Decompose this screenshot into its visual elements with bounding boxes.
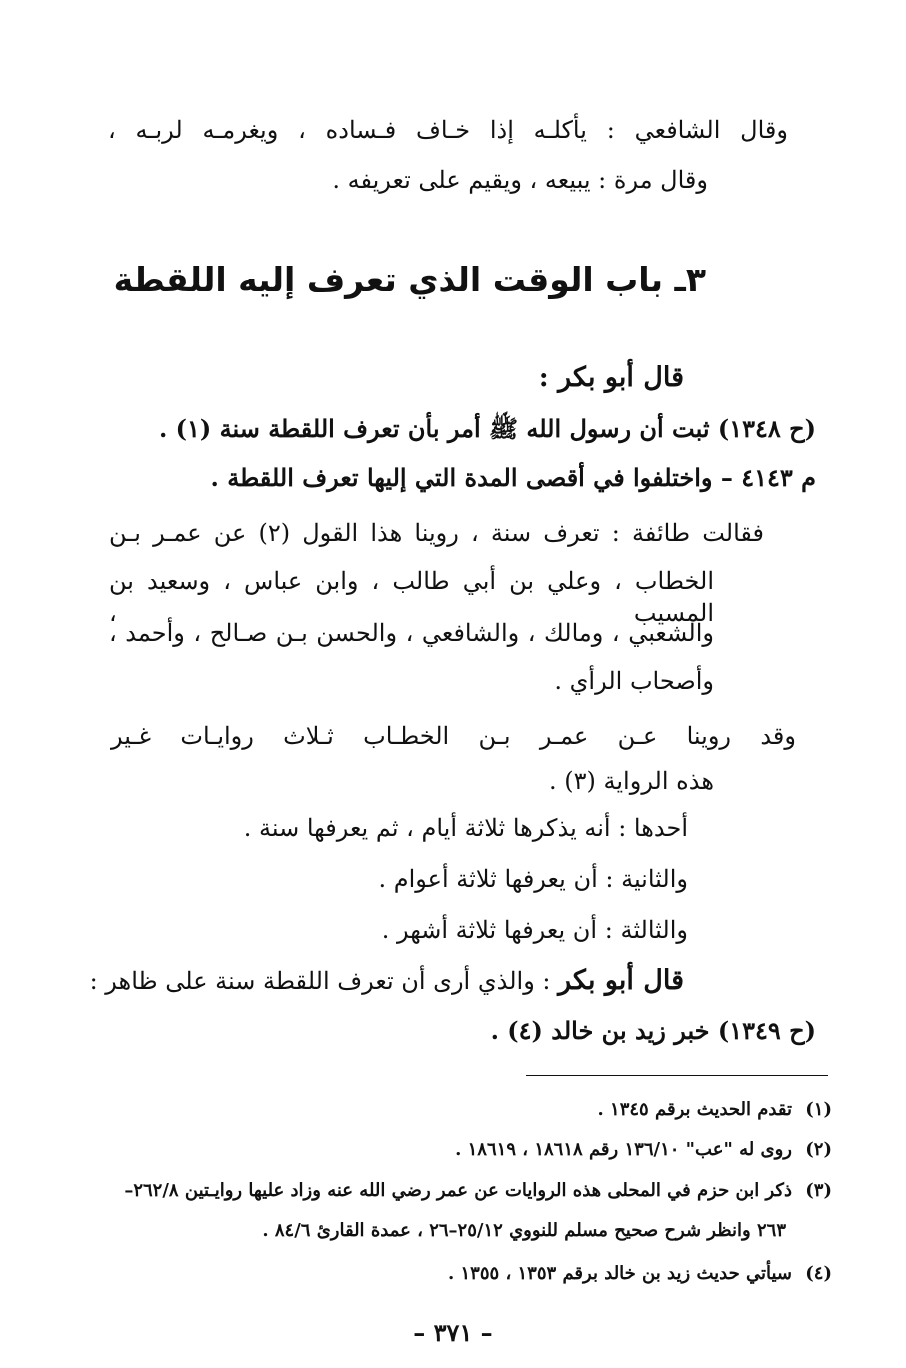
qala-abu-bakr-2 — [90, 965, 684, 997]
paragraph-2-line-1: وقد روينا عـن عمـر بـن الخطـاب ثـلاث روايـات غـير — [111, 722, 796, 750]
hadith-1349: (ح ١٣٤٩) خبر زيد بن خالد (٤) . — [490, 1016, 816, 1045]
footnote-4-text: سيأتي حديث زيد بن خالد برقم ١٣٥٣ ، ١٣٥٥ . — [447, 1263, 792, 1284]
paragraph-1-line-3: والشعبي ، ومالك ، والشافعي ، والحسن بـن صـالح ، وأحمد ، — [109, 619, 714, 647]
riwaya-2: والثانية : أن يعرفها ثلاثة أعوام . — [378, 865, 688, 893]
riwaya-1: أحدها : أنه يذكرها ثلاثة أيام ، ثم يعرفها سنة . — [243, 814, 688, 842]
riwaya-3: والثالثة : أن يعرفها ثلاثة أشهر . — [381, 916, 688, 944]
footnote-separator — [526, 1075, 828, 1076]
footnote-3-text: ذكر ابن حزم في المحلى هذه الروايات عن عمر رضي الله عنه وزاد عليها روايـتين ٢٦٢/٨– — [124, 1180, 792, 1201]
masalah-4143: م ٤١٤٣ – واختلفوا في أقصى المدة التي إليها تعرف اللقطة . — [210, 463, 816, 492]
footnote-3-number: (٣) — [805, 1180, 832, 1201]
paragraph-2-line-2: هذه الرواية (٣) . — [549, 767, 714, 795]
qala-abu-bakr-1: قال أبو بكر : — [538, 362, 684, 393]
qala-abu-bakr-2-text: : والذي أرى أن تعرف اللقطة سنة على ظاهر : — [89, 967, 559, 995]
footnote-1-text: تقدم الحديث برقم ١٣٤٥ . — [597, 1099, 792, 1120]
intro-line-1: وقال الشافعي : يأكلـه إذا خـاف فـساده ، ويغرمـه لربـه ، — [108, 116, 788, 144]
paragraph-1-line-1: فقالت طائفة : تعرف سنة ، روينا هذا القول (٢) عن عمـر بـن — [109, 519, 765, 547]
footnote-1-number: (١) — [805, 1099, 832, 1120]
footnote-2-text: روى له "عب" ١٣٦/١٠ رقم ١٨٦١٨ ، ١٨٦١٩ . — [455, 1139, 792, 1160]
paragraph-1-line-4: وأصحاب الرأي . — [554, 667, 714, 695]
paragraph-1-line-2: الخطاب ، وعلي بن أبي طالب ، وابن عباس ، وسعيد بن المسيب ، — [109, 567, 714, 627]
footnote-4-number: (٤) — [805, 1263, 832, 1284]
chapter-heading: ٣ـ باب الوقت الذي تعرف إليه اللقطة — [113, 260, 706, 299]
qala-abu-bakr-2-label: قال أبو بكر — [558, 965, 684, 996]
intro-line-2: وقال مرة : يبيعه ، ويقيم على تعريفه . — [332, 166, 708, 194]
hadith-1348: (ح ١٣٤٨) ثبت أن رسول الله ﷺ أمر بأن تعرف اللقطة سنة (١) . — [158, 414, 816, 443]
footnote-2-number: (٢) — [805, 1139, 832, 1160]
page-number: – ٣٧١ – — [413, 1318, 493, 1347]
footnote-3-text-cont: ٢٦٣ وانظر شرح صحيح مسلم للنووي ٢٥/١٢–٢٦ ، عمدة القارئ ٨٤/٦ . — [262, 1220, 786, 1241]
